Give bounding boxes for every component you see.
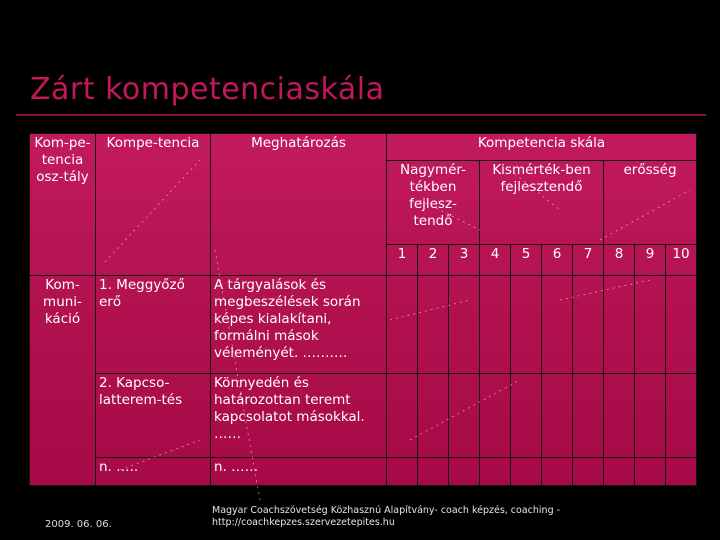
header-competency-class: Kom-pe-tencia osz-tály — [30, 134, 96, 276]
scale-cell[interactable] — [573, 458, 604, 486]
row-definition: n. …… — [211, 458, 387, 486]
scale-cell[interactable] — [604, 374, 635, 458]
scale-number: 2 — [418, 245, 449, 276]
scale-cell[interactable] — [418, 374, 449, 458]
row-definition: Könnyedén és határozottan teremt kapcsolatot másokkal. …… — [211, 374, 387, 458]
scale-cell[interactable] — [666, 374, 697, 458]
table-row — [30, 458, 697, 486]
scale-number: 7 — [573, 245, 604, 276]
scale-cell[interactable] — [387, 276, 418, 374]
scale-cell[interactable] — [418, 276, 449, 374]
scale-cell[interactable] — [449, 458, 480, 486]
scale-number: 8 — [604, 245, 635, 276]
scale-cell[interactable] — [666, 276, 697, 374]
slide-title: Zárt kompetenciaskála — [30, 72, 385, 107]
slide-date: 2009. 06. 06. — [45, 519, 112, 530]
scale-cell[interactable] — [449, 374, 480, 458]
header-scale-small: Kismérték-ben fejlesztendő — [480, 161, 604, 245]
scale-cell[interactable] — [542, 374, 573, 458]
scale-cell[interactable] — [480, 276, 511, 374]
scale-cell[interactable] — [542, 276, 573, 374]
scale-cell[interactable] — [635, 374, 666, 458]
scale-cell[interactable] — [604, 458, 635, 486]
table-row — [30, 276, 697, 374]
row-definition: A tárgyalások és megbeszélések során képes kialakítani, formálni mások véleményét. ………. — [211, 276, 387, 374]
scale-cell[interactable] — [387, 458, 418, 486]
header-competency: Kompe-tencia — [96, 134, 211, 276]
scale-cell[interactable] — [449, 276, 480, 374]
scale-cell[interactable] — [511, 276, 542, 374]
scale-number: 1 — [387, 245, 418, 276]
table-row — [30, 374, 697, 458]
header-scale-strength: erősség — [604, 161, 697, 245]
slide-footer: Magyar Coachszövetség Közhasznú Alapítvány- coach képzés, coaching - http://coachkepzes.szervezetepites.hu — [212, 505, 561, 528]
row-competency: 1. Meggyőző erő — [96, 276, 211, 374]
scale-cell[interactable] — [604, 276, 635, 374]
scale-cell[interactable] — [542, 458, 573, 486]
header-scale-large: Nagymér-tékben fejlesz-tendő — [387, 161, 480, 245]
scale-number: 10 — [666, 245, 697, 276]
competency-table — [29, 133, 697, 486]
scale-number: 6 — [542, 245, 573, 276]
scale-number: 5 — [511, 245, 542, 276]
header-competency-scale: Kompetencia skála — [387, 134, 697, 161]
scale-cell[interactable] — [635, 276, 666, 374]
scale-cell[interactable] — [418, 458, 449, 486]
scale-number: 4 — [480, 245, 511, 276]
scale-number: 9 — [635, 245, 666, 276]
scale-cell[interactable] — [511, 458, 542, 486]
scale-cell[interactable] — [573, 374, 604, 458]
title-underline — [16, 114, 706, 116]
header-definition: Meghatározás — [211, 134, 387, 276]
scale-cell[interactable] — [635, 458, 666, 486]
scale-cell[interactable] — [511, 374, 542, 458]
scale-cell[interactable] — [666, 458, 697, 486]
scale-cell[interactable] — [387, 374, 418, 458]
row-competency-class: Kom-muni-káció — [30, 276, 96, 486]
scale-cell[interactable] — [573, 276, 604, 374]
row-competency: 2. Kapcso-latterem-tés — [96, 374, 211, 458]
scale-number: 3 — [449, 245, 480, 276]
row-competency: n. ….. — [96, 458, 211, 486]
scale-cell[interactable] — [480, 458, 511, 486]
scale-cell[interactable] — [480, 374, 511, 458]
